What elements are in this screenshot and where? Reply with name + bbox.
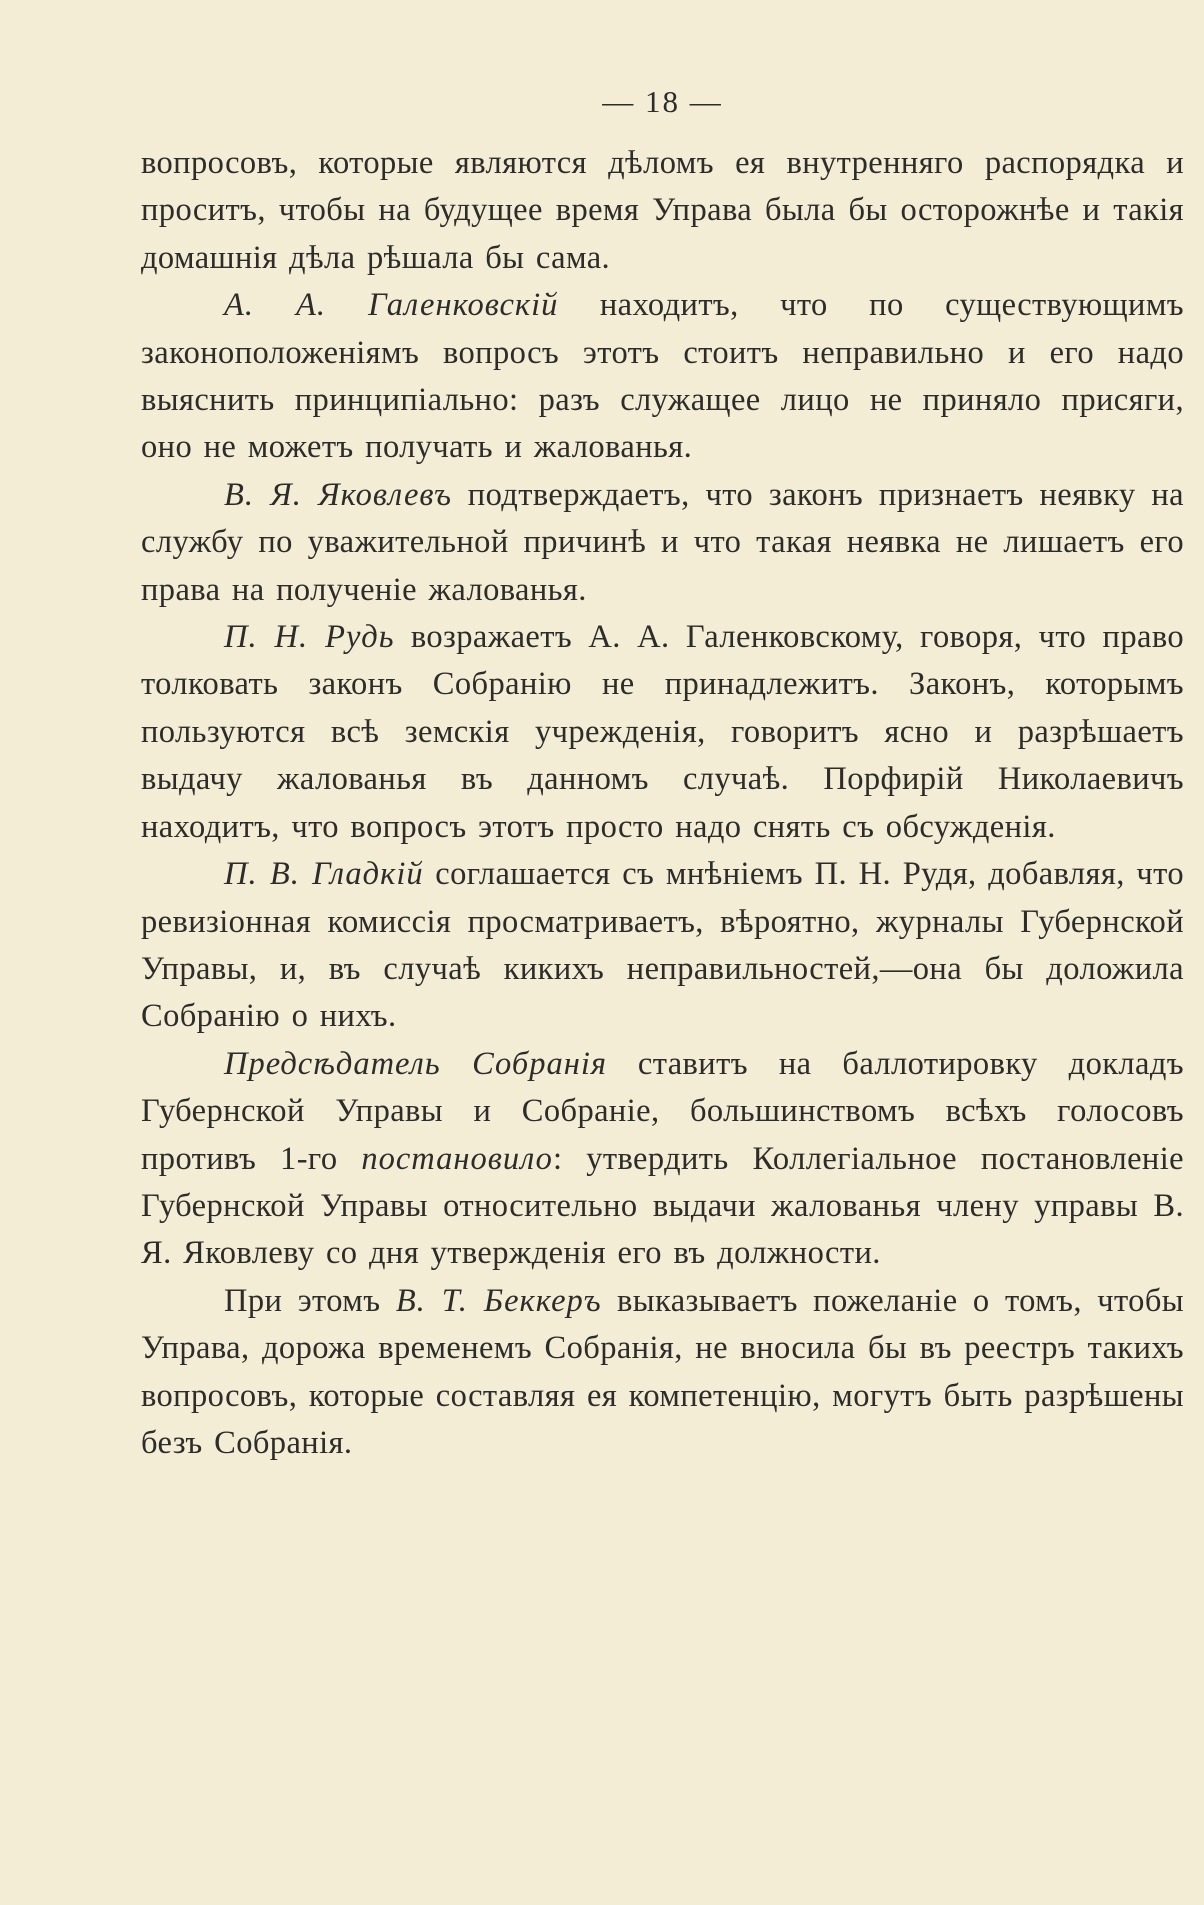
speaker-name: А. А. Галенковскій (224, 287, 559, 324)
paragraph-text: возражаетъ А. А. Галенковскому, говоря, что право толковать законъ Собранію не принадлежитъ. Законъ, которымъ пользуются всѣ земскія учрежденія, говоритъ ясно и разрѣшаетъ выдачу жалованья въ данномъ случаѣ. Порфирій Николаевичъ находитъ, что вопросъ этотъ просто надо снять съ обсужденія. (141, 619, 1184, 845)
paragraph-text: подтверждаетъ, что законъ признаетъ неявку на службу по уважительной причинѣ и что такая неявка не лишаетъ его права на полученіе жалованья. (141, 476, 1184, 608)
paragraph-1 (141, 140, 1184, 282)
speaker-name: П. В. Гладкій (224, 856, 424, 893)
paragraph-text: : утвердить Коллегіальное постановленіе Губернской Управы относительно выдачи жалованья члену управы В. Я. Яковлеву со дня утвержденія его въ должности. (141, 1140, 1184, 1272)
paragraph-text: выказываетъ пожеланіе о томъ, чтобы Управа, дорожа временемъ Собранія, не вносила бы въ реестръ такихъ вопросовъ, которые составляя ея компетенцію, могутъ быть разрѣшены безъ Собранія. (141, 1282, 1184, 1461)
paragraph-text: вопросовъ, которые являются дѣломъ ея внутренняго распорядка и проситъ, чтобы на будущее время Управа была бы осторожнѣе и такія домашнія дѣла рѣшала бы сама. (141, 145, 1184, 276)
paragraph-4 (141, 614, 1184, 851)
paragraph-text: соглашается съ мнѣніемъ П. Н. Рудя, добавляя, что ревизіонная комиссія просматриваетъ, вѣроятно, журналы Губернской Управы, и, въ случаѣ кикихъ неправильностей,—она бы доложила Собранію о нихъ. (141, 856, 1184, 1035)
paragraph-3 (141, 472, 1184, 614)
paragraph-7 (141, 1278, 1184, 1468)
page-number: — 18 — (602, 84, 723, 119)
paragraph-text: При этомъ (224, 1282, 396, 1319)
speaker-name: П. Н. Рудь (224, 619, 395, 656)
speaker-name: В. Т. Беккеръ (395, 1282, 602, 1319)
speaker-name: Предсѣдатель Собранія (224, 1045, 607, 1082)
paragraph-text: ставитъ на баллотировку докладъ Губернской Управы и Собраніе, большинствомъ всѣхъ голосовъ противъ 1-го (141, 1045, 1184, 1177)
paragraph-text: находитъ, что по существующимъ законоположеніямъ вопросъ этотъ стоитъ неправильно и его надо выяснить принципіально: разъ служащее лицо не приняло присяги, оно не можетъ получать и жалованья. (141, 287, 1184, 466)
paragraph-5 (141, 851, 1184, 1041)
paragraph-6 (141, 1041, 1184, 1278)
paragraph-2 (141, 282, 1184, 472)
emphasis-word: постановило (361, 1140, 553, 1177)
speaker-name: В. Я. Яковлевъ (224, 476, 452, 513)
